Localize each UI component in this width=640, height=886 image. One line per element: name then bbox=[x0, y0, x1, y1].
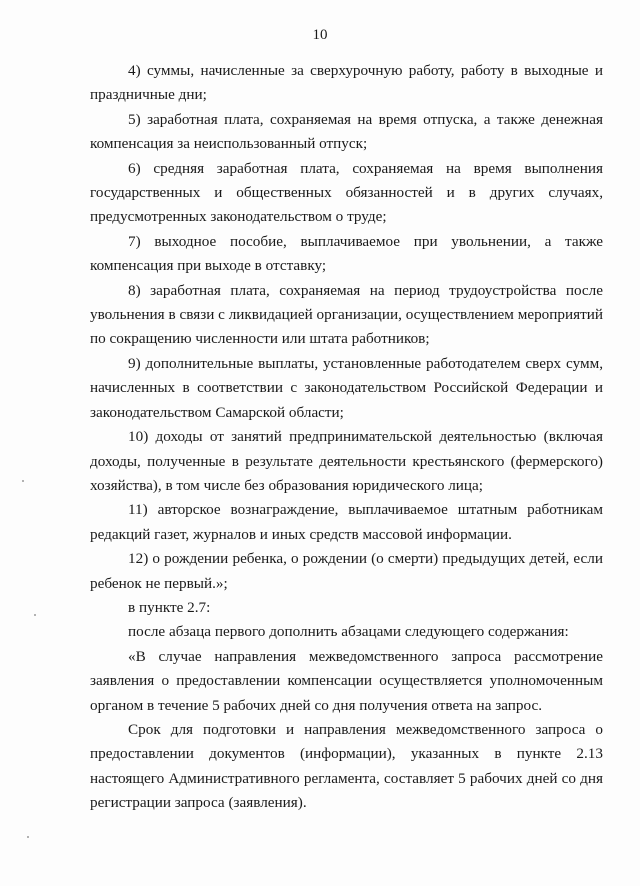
scan-speck bbox=[27, 836, 29, 838]
scan-speck bbox=[22, 480, 24, 482]
paragraph-item-10: 10) доходы от занятий предпринимательской деятельностью (включая доходы, полученные в результате деятельности крестьянского (фермерского) хозяйства), в том числе без образования юридического лица; bbox=[90, 428, 603, 494]
paragraph-request-deadline: Срок для подготовки и направления межведомственного запроса о предоставлении документов (информации), указанных в пункте 2.13 настоящего Административного регламента, составляет 5 рабочих дней со дня регистрации запроса (заявления). bbox=[90, 720, 603, 812]
paragraph-item-9: 9) дополнительные выплаты, установленные работодателем сверх сумм, начисленных в соответствии с законодательством Российской Федерации и законодательством Самарской области; bbox=[90, 354, 603, 421]
scan-speck bbox=[34, 614, 36, 616]
page-number: 10 bbox=[312, 27, 328, 43]
paragraph-item-11: 11) авторское вознаграждение, выплачиваемое штатным работникам редакций газет, журналов и иных средств массовой информации. bbox=[90, 501, 603, 543]
paragraph-interagency-request: «В случае направления межведомственного запроса рассмотрение заявления о предоставлении компенсации осуществляется уполномоченным органом в течение 5 рабочих дней со дня получения ответа на запрос. bbox=[90, 647, 603, 714]
paragraph-item-5: 5) заработная плата, сохраняемая на время отпуска, а также денежная компенсация за неиспользованный отпуск; bbox=[90, 110, 603, 153]
paragraph-amendment-intro: после абзаца первого дополнить абзацами следующего содержания: bbox=[128, 623, 569, 641]
paragraph-item-4: 4) суммы, начисленные за сверхурочную работу, работу в выходные и праздничные дни; bbox=[90, 62, 603, 104]
paragraph-item-7: 7) выходное пособие, выплачиваемое при увольнении, а также компенсация при выходе в отставку; bbox=[90, 232, 603, 275]
paragraph-item-6: 6) средняя заработная плата, сохраняемая на время выполнения государственных и общественных обязанностей и в других случаях, предусмотренных законодательством о труде; bbox=[90, 159, 603, 226]
paragraph-item-12: 12) о рождении ребенка, о рождении (о смерти) предыдущих детей, если ребенок не первый.»; bbox=[90, 550, 603, 592]
paragraph-point-2-7: в пункте 2.7: bbox=[128, 598, 211, 616]
document-body bbox=[90, 59, 603, 816]
paragraph-item-8: 8) заработная плата, сохраняемая на период трудоустройства после увольнения в связи с ликвидацией организации, осуществлением мероприятий по сокращению численности или штата работников; bbox=[90, 281, 603, 348]
